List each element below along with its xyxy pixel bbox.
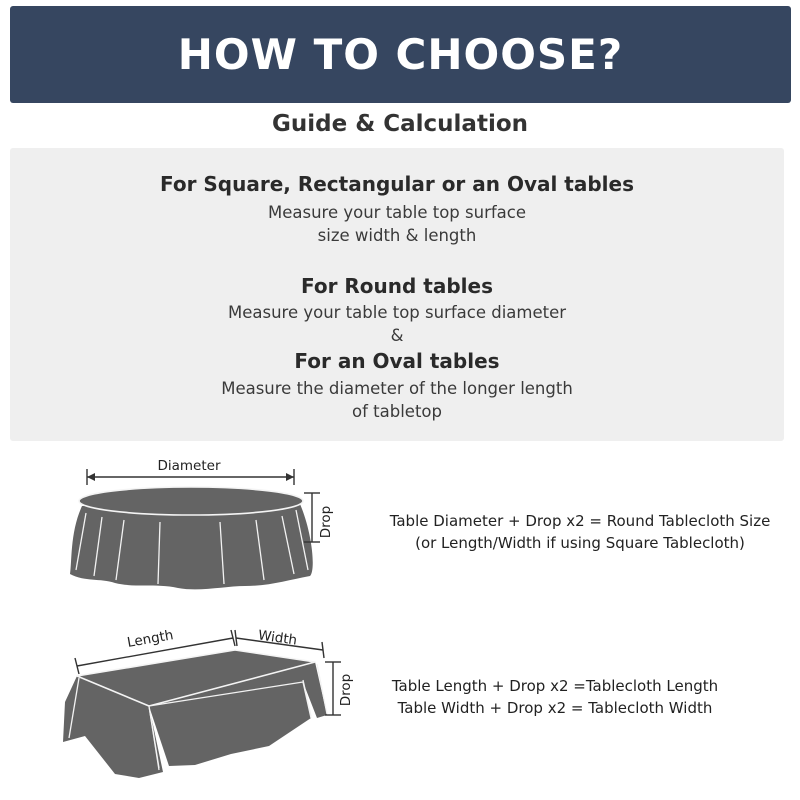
diameter-dimension [87, 458, 294, 485]
round-tablecloth-diagram [60, 452, 350, 602]
rectangular-tablecloth-shape [63, 650, 327, 778]
rect-formula [340, 675, 770, 719]
round-formula-line-2: (or Length/Width if using Square Tablecloth) [415, 534, 745, 552]
diameter-label: Diameter [157, 458, 221, 474]
round-formula [360, 510, 800, 554]
round-tablecloth-shape [70, 487, 313, 589]
rectangular-tablecloth-diagram [55, 620, 365, 785]
oval-tables-text-1: Measure the diameter of the longer length [221, 379, 573, 398]
square-tables-text-2: size width & length [317, 226, 477, 245]
section-subtitle: Guide & Calculation [271, 111, 529, 137]
square-tables-text-1: Measure your table top surface [267, 203, 526, 222]
oval-tables-heading: For an Oval tables [294, 349, 500, 373]
ampersand: & [390, 326, 404, 345]
square-tables-heading: For Square, Rectangular or an Oval tables [159, 172, 635, 196]
round-formula-line-1: Table Diameter + Drop x2 = Round Tablecloth Size [389, 512, 771, 530]
page-title: HOW TO CHOOSE? [177, 30, 624, 79]
header-banner [10, 6, 791, 103]
oval-tables-text-2: of tabletop [352, 402, 442, 421]
rect-drop-label: Drop [338, 673, 354, 707]
guide-panel [10, 148, 784, 441]
round-tables-text: Measure your table top surface diameter [227, 303, 567, 322]
rect-formula-line-2: Table Width + Drop x2 = Tablecloth Width [397, 699, 713, 717]
round-drop-label: Drop [318, 505, 334, 539]
width-label: Width [257, 627, 299, 649]
rect-formula-line-1: Table Length + Drop x2 =Tablecloth Length [391, 677, 719, 695]
round-tables-heading: For Round tables [300, 274, 493, 298]
length-label: Length [125, 627, 175, 651]
